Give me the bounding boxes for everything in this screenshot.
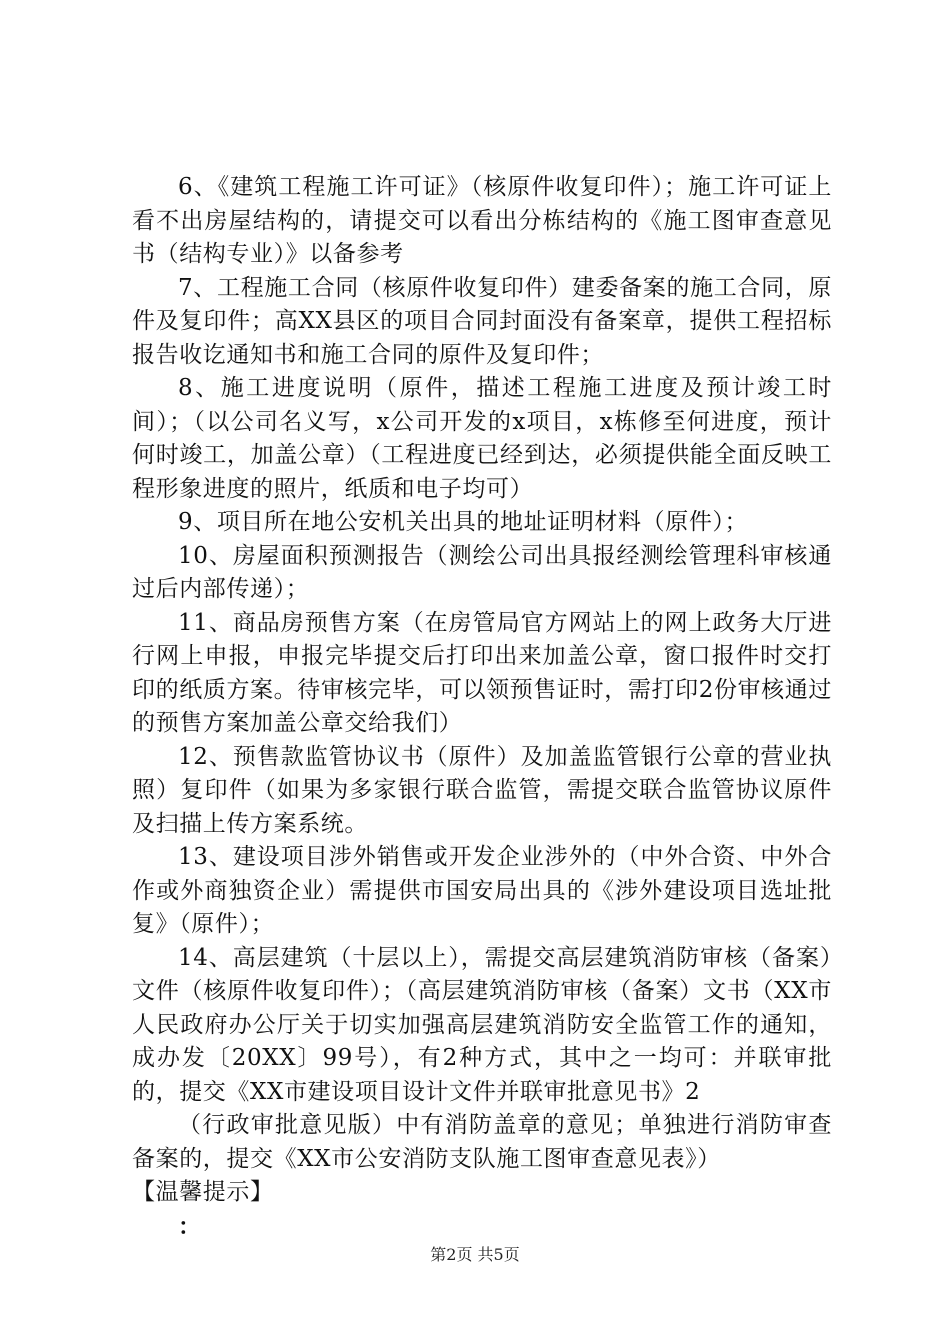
paragraph-item-11: 11、商品房预售方案（在房管局官方网站上的网上政务大厅进行网上申报，申报完毕提交后打印出来加盖公章，窗口报件时交打印的纸质方案。待审核完毕，可以领预售证时，需打印2份审核通过的预售方案加盖公章交给我们） (132, 609, 832, 736)
page-footer: 第2页 共5页 (430, 1245, 520, 1264)
paragraph-item-14: 14、高层建筑（十层以上），需提交高层建筑消防审核（备案）文件（核原件收复印件）；（高层建筑消防审核（备案）文书（XX市人民政府办公厅关于切实加强高层建筑消防安全监管工作的通知，成办发〔20XX〕99号），有2种方式，其中之一均可：并联审批的，提交《XX市建设项目设计文件并联审批意见书》2 (132, 944, 832, 1105)
paragraph-item-6: 6、《建筑工程施工许可证》（核原件收复印件）；施工许可证上看不出房屋结构的，请提交可以看出分栋结构的《施工图审查意见书（结构专业）》以备参考 (132, 174, 832, 267)
tip-heading: 【温馨提示】 (132, 1179, 274, 1205)
paragraph-item-8: 8、施工进度说明（原件，描述工程施工进度及预计竣工时间）；（以公司名义写，x公司开发的x项目，x栋修至何进度，预计何时竣工，加盖公章）（工程进度已经到达，必须提供能全面反映工程形象进度的照片，纸质和电子均可） (132, 375, 832, 502)
paragraph-item-7: 7、工程施工合同（核原件收复印件）建委备案的施工合同，原件及复印件；高XX县区的项目合同封面没有备案章，提供工程招标报告收讫通知书和施工合同的原件及复印件； (132, 274, 832, 368)
paragraph-item-12: 12、预售款监管协议书（原件）及加盖监管银行公章的营业执照）复印件（如果为多家银行联合监管，需提交联合监管协议原件及扫描上传方案系统。 (132, 743, 832, 837)
paragraph-continuation: （行政审批意见版）中有消防盖章的意见；单独进行消防审查备案的，提交《XX市公安消防支队施工图审查意见表》） (132, 1112, 832, 1172)
trailing-colon: ： (178, 1212, 202, 1240)
document-body (132, 171, 832, 1243)
paragraph-item-10: 10、房屋面积预测报告（测绘公司出具报经测绘管理科审核通过后内部传递）； (132, 542, 832, 602)
paragraph-item-9: 9、项目所在地公安机关出具的地址证明材料（原件）； (178, 509, 749, 535)
paragraph-item-13: 13、建设项目涉外销售或开发企业涉外的（中外合资、中外合作或外商独资企业）需提供市国安局出具的《涉外建设项目选址批复》（原件）； (132, 844, 832, 937)
